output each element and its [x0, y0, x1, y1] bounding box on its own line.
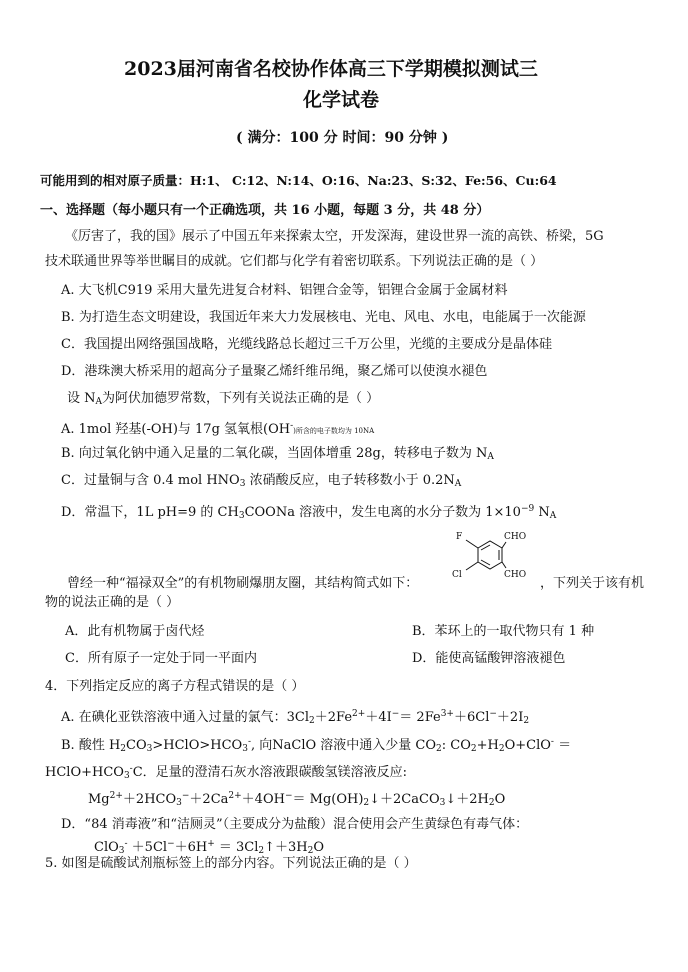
q4-option-b-line1: B. 酸性 $H_2CO_3>HClO>HCO_3^-$, 向NaClO 溶液中通入少量 $CO_2$: $CO_2+H_2O+ClO^-$ ＝	[61, 737, 572, 754]
exam-title-line2: 化学试卷	[303, 89, 380, 111]
q3-option-d: D．能使高锰酸钾溶液褪色	[412, 651, 566, 666]
q2-option-d: D．常温下，1L pH=9 的 $CH_3COONa$ 溶液中，发生电离的水分子数为 $1\times 10^{-9}$ $N_A$	[61, 504, 557, 521]
exam-meta: ( 满分：100 分 时间：90 分钟 )	[236, 130, 449, 146]
q3-stem-line1b: ，下列关于该有机	[540, 576, 645, 591]
q2-option-b: B. 向过氧化钠中通入足量的二氧化碳，当固体增重 28g，转移电子数为 $N_A$	[61, 446, 494, 462]
q1-stem-line2: 技术联通世界等举世瞩目的成就。它们都与化学有着密切联系。下列说法正确的是（ ）	[45, 254, 544, 269]
q1-option-a: A. 大飞机C919 采用大量先进复合材料、铝锂合金等，铝锂合金属于金属材料	[61, 283, 508, 298]
q4-option-d-line1: D．“84 消毒液”和“洁厕灵”（主要成分为盐酸）混合使用会产生黄绿色有毒气体：	[61, 817, 529, 832]
q2-option-a: A. 1mol 羟基(-OH)与 17g 氢氧根(OH-)所含的电子数均为 10NA	[61, 421, 375, 437]
structure-label-f: F	[456, 532, 463, 542]
q2-stem: 设 $N_A$为阿伏加德罗常数，下列有关说法正确的是（ ）	[67, 391, 380, 407]
section1-heading: 一、选择题（每小题只有一个正确选项，共 16 小题，每题 3 分，共 48 分）	[40, 203, 490, 218]
q1-option-d: D．港珠澳大桥采用的超高分子量聚乙烯纤维吊绳，聚乙烯可以使溴水褪色	[61, 364, 488, 379]
q4-option-d-equation: $ClO_3^- +5Cl^-+6H^+ = 3Cl_2↑+3H_2O$	[94, 839, 325, 856]
exam-title-line1: 2023届河南省名校协作体高三下学期模拟测试三	[124, 58, 538, 80]
q3-stem-line2: 物的说法正确的是（ ）	[45, 595, 180, 610]
q3-option-b: B．苯环上的一取代物只有 1 种	[412, 624, 595, 639]
structure-label-cl: Cl	[452, 570, 462, 580]
structure-label-cho-bottom: CHO	[504, 570, 527, 580]
q4-option-c-equation: $Mg^{2+}+2HCO_3^-+2Ca^{2+}+4OH^-=$ $Mg(OH)_2↓+2CaCO_3↓+2H_2O$	[88, 791, 506, 808]
q3-option-c: C．所有原子一定处于同一平面内	[65, 651, 257, 666]
atomic-masses: 可能用到的相对原子质量：H:1、 C:12、N:14、O:16、Na:23、S:32、Fe:56、Cu:64	[40, 173, 557, 188]
q3-structure-diagram	[440, 528, 532, 594]
q4-option-b-line2-and-c: $HClO+HCO_3^-C$．足量的澄清石灰水溶液跟碳酸氢镁溶液反应:	[45, 764, 408, 781]
q4-stem: 4．下列指定反应的离子方程式错误的是（ ）	[45, 679, 305, 694]
q1-stem-line1: 《厉害了，我的国》展示了中国五年来探索太空，开发深海，建设世界一流的高铁、桥梁，5G	[65, 229, 604, 244]
q1-option-c: C．我国提出网络强国战略，光缆线路总长超过三千万公里，光缆的主要成分是晶体硅	[61, 337, 552, 352]
q4-option-a: A. 在碘化亚铁溶液中通入过量的氯气：$3Cl_2+2Fe^{2+}+4I^-= 2Fe^{3+}+6Cl^-+2I_2$	[61, 709, 530, 726]
q1-option-b: B. 为打造生态文明建设，我国近年来大力发展核电、光电、风电、水电，电能属于一次能源	[61, 310, 586, 325]
structure-label-cho-top: CHO	[504, 532, 527, 542]
q3-stem-line1a: 曾经一种“福禄双全”的有机物刷爆朋友圈，其结构简式如下：	[67, 576, 419, 591]
q3-option-a: A．此有机物属于卤代烃	[65, 624, 205, 639]
q2-option-c: C．过量铜与含 0.4 mol $HNO_3$ 浓硝酸反应，电子转移数小于 $0.2N_A$	[61, 473, 462, 489]
q5-stem: 5. 如图是硫酸试剂瓶标签上的部分内容。下列说法正确的是（ ）	[45, 856, 417, 871]
